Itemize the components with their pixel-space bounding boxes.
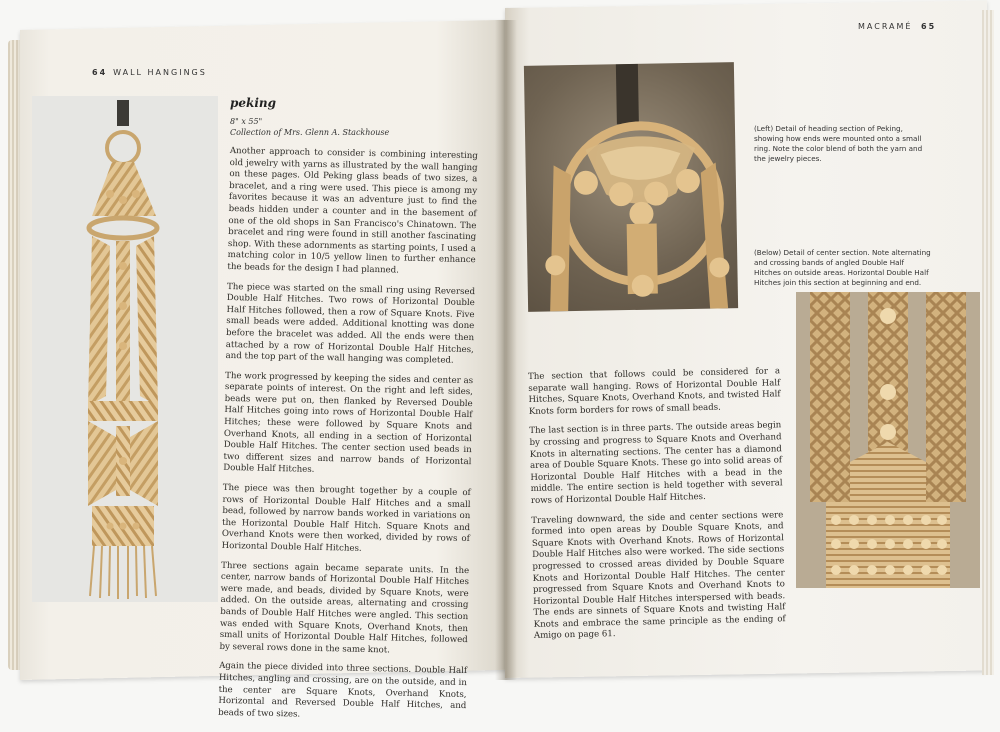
- left-body-text: [218, 146, 478, 732]
- left-running-head: [92, 68, 207, 77]
- book-gutter: [495, 20, 517, 680]
- paragraph: The piece was started on the small ring using Reversed Double Half Hitches. Two rows of Horizontal Double Half Hitches followed, then a row of Square Knots. Five small beads were added. Additional knotting was done before the bracelet was added. All the ends were then attached by a row of Horizontal Double Half Hitches, and the top part of the wall hanging was completed.: [225, 281, 476, 366]
- right-page-number: 65: [921, 22, 937, 31]
- left-section-title: WALL HANGINGS: [113, 68, 207, 77]
- ring-detail-illustration: [524, 62, 738, 312]
- paragraph: The last section is in three parts. The outside areas begin by crossing and progress to Square Knots and Overhand Knots in alternating sections. The center has a diamond area of Double Square Knots. These go into solid areas of Horizontal Double Half Hitches with a bead in the middle. The entire section is held together with several rows of Horizontal Double Half Hitches.: [529, 420, 783, 506]
- wall-hanging-illustration: [32, 96, 218, 602]
- article-title: peking: [230, 96, 277, 110]
- paragraph: The work progressed by keeping the sides and center as separate points of interest. On the right and left sides, beads were put on, then flanked by Reversed Double Half Hitches going into rows of Horizontal Double Half Hitches; these were followed by Square Knots and Overhand Knots, all ending in a section of Horizontal Double Half Hitches. The center section used beads in two different sizes and narrow bands of Horizontal Double Half Hitches.: [223, 370, 474, 476]
- paragraph: Another approach to consider is combining interesting old jewelry with yarns as illustrated by the wall hanging on these pages. Old Peking glass beads of two sizes, a bracelet, and a ring were used. This piece is among my favorites because it was an adventure just to find the beads hidden under a counter and in the basement of one of the old shops in San Francisco's Chinatown. The bracelet and ring were found in still another fascinating shop. With these adornments as starting points, I used a matching color in 10/5 yellow linen to further enhance the beads for the design I had planned.: [227, 146, 478, 276]
- piece-dimensions: 8" x 55": [230, 117, 263, 126]
- caption-below-photo: (Below) Detail of center section. Note alternating and crossing bands of angled Double Half Hitches on outside areas. Horizontal Double Half Hitches join this section at beginning and end.: [754, 248, 931, 287]
- caption-top-photo: (Left) Detail of heading section of Peking, showing how ends were mounted onto a small ring. Note the color blend of both the yarn and the jewelry pieces.: [754, 124, 923, 163]
- paragraph: Traveling downward, the side and center sections were formed into open areas by Double Square Knots, and Square Knots with Overhand Knots. Rows of Horizontal Double Half Hitches also were worked. The side sections progressed to crossed areas divided by Double Square Knots and Horizontal Double Half Hitches. The center progressed from Square Knots and Overhand Knots to Horizontal Double Half Hitches interspersed with beads. The ends are sinnets of Square Knots and twisting Half Knots and embrace the same principle as the ending of Amigo on page 61.: [531, 509, 786, 642]
- piece-collection: Collection of Mrs. Glenn A. Stackhouse: [230, 128, 390, 137]
- photo-full-wall-hanging: [32, 96, 218, 602]
- right-page-stack-edge: [982, 10, 994, 675]
- paragraph: Again the piece divided into three sections. Double Half Hitches, angling and crossing, are on the outside, and in the center are Square Knots, Overhand Knots, Horizontal and Reversed Double Half Hitches, and beads of two sizes.: [218, 661, 468, 720]
- right-section-title: MACRAMÉ: [858, 22, 913, 31]
- paragraph: Three sections again became separate units. In the center, narrow bands of Horizontal Double Half Hitches were made, and beads, divided by Square Knots, were added. On the outside areas, alternating and crossing bands of Double Half Hitches were angled. This section was ended with Square Knots, Overhand Knots, then small units of Horizontal Double Half Hitches, followed by several rows done in the same knot.: [219, 560, 470, 656]
- center-section-illustration: [796, 292, 980, 588]
- right-running-head: [858, 22, 936, 31]
- photo-heading-detail: [524, 62, 738, 312]
- paragraph: The section that follows could be considered for a separate wall hanging. Rows of Horizontal Double Half Hitches, Square Knots, Overhand Knots, and twisted Half Knots form borders for rows of small beads.: [528, 366, 781, 417]
- article-metadata: [230, 116, 389, 138]
- paragraph: The piece was then brought together by a couple of rows of Horizontal Double Half Hitches and a small bead, followed by narrow bands worked in variations on the Horizontal Double Half Hitch. Square Knots and Overhand Knots were then worked, divided by rows of Horizontal Double Half Hitches.: [221, 482, 471, 554]
- photo-center-detail: [796, 292, 980, 588]
- left-page-number: 64: [92, 68, 108, 77]
- right-body-text: [528, 366, 786, 651]
